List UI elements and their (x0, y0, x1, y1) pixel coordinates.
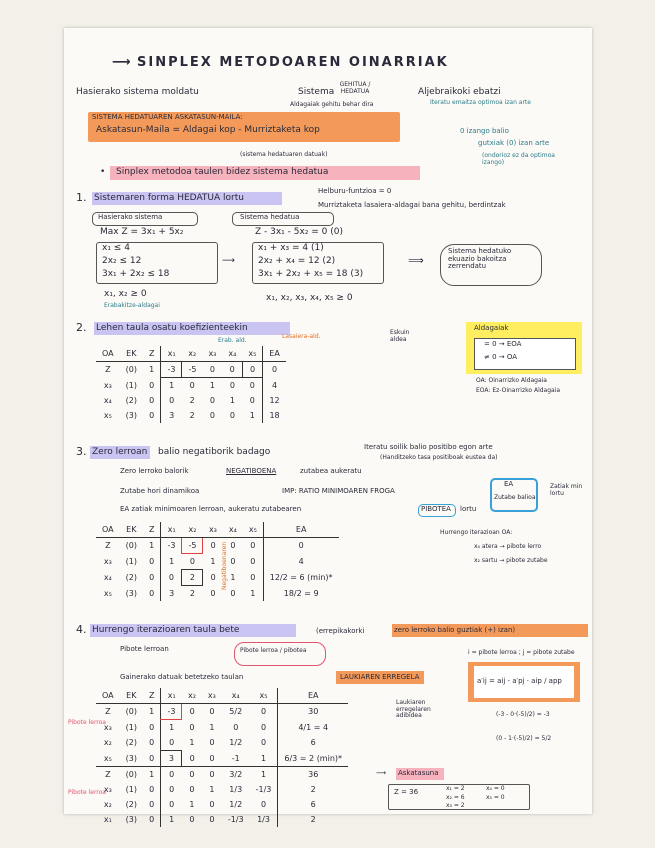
table-row (96, 586, 339, 602)
table-cell: x₄ (103, 573, 112, 582)
s1-cond1: Helburu-funtzioa = 0 (318, 187, 392, 195)
table-cell: 3/2 (229, 770, 243, 779)
table-cell: 0 (260, 738, 267, 748)
s3-r2-a: Zutabe hori dinamikoa (120, 487, 200, 495)
th-ek: EK (120, 522, 143, 538)
ext-system-label: Sistema hedatua (240, 213, 300, 221)
table-cell: 0 (229, 381, 235, 390)
legend-2: ≠ 0 → OA (484, 353, 518, 361)
th-x4: x₄ (222, 346, 242, 362)
table-row (96, 767, 348, 783)
table-cell: 0 (149, 380, 155, 390)
table-row (96, 704, 348, 720)
table-cell: 0 (161, 797, 182, 812)
s3-number: 3. (76, 445, 87, 458)
table-cell: 0 (209, 411, 215, 420)
s2-number: 2. (76, 321, 87, 334)
th-x2: x₂ (182, 346, 202, 362)
sol-x2: x₂ = 6 (446, 794, 465, 801)
table-cell: 0 (263, 538, 338, 554)
th-oa: OA (96, 346, 120, 362)
th-x3: x₃ (203, 522, 223, 538)
sol-x3: x₃ = 2 (446, 802, 465, 809)
constraint-2: 2x₂ ≤ 12 (102, 256, 142, 266)
table-cell: 1 (161, 720, 182, 736)
implies-arrow-icon: ⟹ (408, 254, 424, 267)
table-cell: 1/2 (229, 738, 243, 748)
table-cell: x₁ (103, 815, 112, 824)
table-cell: 1 (149, 365, 155, 375)
pivot-cell: 3 (161, 751, 182, 767)
table-cell: 0 (230, 557, 236, 566)
s3-r3-a: EA zatiak minimoaren lerroan, aukeratu zutabearen (120, 505, 302, 513)
table-cell: 0 (189, 707, 195, 717)
s3-r1-b: NEGATIBOENA (226, 467, 277, 475)
table-cell: x₃ (103, 722, 112, 732)
note-c: (ondorioz ez da optimoa izango) (482, 152, 555, 166)
laukia-formula: a′ij = aij - a′pj · aip / app (477, 677, 562, 685)
note-b: gutxiak (0) izan arte (478, 139, 550, 147)
table-cell: 0 (149, 785, 155, 794)
table-cell: 0 (209, 800, 215, 809)
table-row (96, 408, 286, 423)
sol-z: Z = 36 (394, 788, 419, 796)
table-cell: (3) (125, 411, 137, 420)
arrow-icon: ⟶ (112, 55, 133, 70)
s3-head-sub: (Handitzeko tasa positiboak eustea da) (380, 454, 498, 461)
table-cell: 1 (149, 541, 155, 551)
s3-head-c: Iteratu soilik balio positibo egon arte (364, 443, 493, 451)
table-cell: (2) (125, 738, 137, 748)
s4-r2-a: Gainerako datuak betetzeko taulan (120, 673, 244, 681)
table-header-row (96, 688, 348, 704)
table-cell: 1 (161, 812, 182, 827)
table-cell: (0) (125, 365, 137, 375)
table-row (96, 570, 339, 586)
intro-sub-a: Aldagaiak gehitu behar dira (290, 101, 374, 108)
table-cell: 2 (189, 396, 195, 405)
table-cell: 2 (189, 589, 195, 598)
objective-z-eq: Z - 3x₁ - 5x₂ = 0 (0) (255, 227, 344, 237)
table-cell: 0 (149, 396, 155, 405)
th-x3: x₃ (202, 688, 222, 704)
th-ek: EK (120, 688, 143, 704)
th-z: Z (143, 522, 161, 538)
table-cell: 3 (161, 586, 182, 602)
intro-text-c: GEHITUA / HEDATUA (339, 81, 371, 95)
table-cell: 12 (263, 393, 286, 408)
constraint-3: 3x₁ + 2x₂ ≤ 18 (102, 269, 170, 279)
s2-heading: Lehen taula osatu koefizienteekin (96, 323, 248, 333)
ratio-top: EA (504, 480, 514, 488)
askatasun-box-title: SISTEMA HEDATUAREN ASKATASUN-MAILA: (92, 113, 243, 121)
table-header-row (96, 346, 286, 362)
under-box-note: (sistema hedatuaren datuak) (240, 151, 328, 158)
s4-head-b: (errepikakorki (316, 627, 365, 635)
table-cell: -3 (161, 538, 182, 554)
intro-sub-b: Iteratu emaitza optimoa izan arte (430, 99, 531, 106)
th-ea: EA (263, 522, 338, 538)
table-row (96, 554, 339, 570)
table-cell: 5/2 (229, 707, 243, 717)
s3-head-b: balio negatiborik badago (158, 447, 271, 457)
table-cell: 18 (263, 408, 286, 423)
table-cell: x₅ (103, 588, 112, 598)
table-cell: 0 (229, 411, 235, 420)
table-row (96, 720, 348, 736)
th-z: Z (143, 346, 161, 362)
table-cell: -1/3 (227, 815, 244, 824)
table-cell: 0 (233, 722, 239, 732)
th-x4: x₄ (222, 688, 250, 704)
table-cell: 0 (210, 573, 216, 582)
table-cell: 0 (209, 396, 215, 405)
table-cell: 0 (189, 381, 195, 390)
equation-1: x₁ + x₃ = 4 (1) (258, 243, 324, 253)
askatasun-formula: Askatasun-Maila = Aldagai kop - Murriztaketa kop (96, 125, 320, 135)
next-1: x₄ atera → pibote lerro (474, 543, 542, 550)
table-cell: 0 (260, 707, 267, 717)
pivot-cell: 2 (182, 570, 203, 586)
table-cell: 1 (149, 707, 155, 717)
table-cell: 36 (278, 767, 348, 783)
s4-r1-a: Pibote lerroan (120, 645, 169, 653)
col-hdr-a: Erab. ald. (218, 337, 247, 344)
s3-r3-c: lortu (460, 505, 477, 513)
th-x1: x₁ (161, 688, 182, 704)
th-z: Z (143, 688, 161, 704)
table-cell: 0 (250, 557, 256, 566)
table-cell: 0 (202, 362, 222, 378)
s4-r2-b: LAUKIAREN ERREGELA (340, 673, 420, 681)
table-cell: x₅ (103, 753, 112, 763)
bullet-dot: • (100, 167, 106, 177)
table-iteration-1 (96, 522, 339, 601)
legend-3: OA: Oinarrizko Aldagaia (476, 377, 547, 384)
ratio-right: Zatiak min lortu (550, 483, 583, 497)
table-cell: 2 (278, 812, 348, 827)
table-cell: 0 (149, 815, 155, 824)
arrow-icon: ⟶ (222, 256, 235, 266)
table-cell: x₅ (103, 411, 112, 420)
table-cell: 0 (149, 722, 155, 732)
th-oa: OA (96, 522, 120, 538)
table-cell: 1 (209, 381, 215, 390)
table-cell: 2 (189, 411, 195, 420)
table-cell: 0 (210, 541, 216, 551)
page-title: SINPLEX METODOAREN OINARRIAK (137, 55, 449, 70)
table-cell: 0 (189, 770, 195, 779)
legend-4: EOA: Ez-Oinarrizko Aldagaia (476, 387, 561, 394)
table-cell: x₂ (103, 738, 112, 748)
nonneg-label: Erabakitze-aldagai (104, 302, 160, 309)
calc-2: (0 - 1·(-5)/2) = 5/2 (496, 735, 552, 742)
table-cell: 1 (260, 770, 267, 779)
equation-2: 2x₂ + x₄ = 12 (2) (258, 256, 336, 266)
table-cell: 0 (242, 362, 262, 378)
formula-note: i = pibote lerroa ; j = pibote zutabe (468, 649, 575, 656)
table-cell: (1) (125, 380, 137, 390)
table-cell: (0) (125, 541, 137, 551)
table-cell: (2) (125, 573, 137, 582)
table-cell: 0 (209, 707, 215, 717)
table-cell: 0 (209, 753, 215, 763)
table-cell: 0 (149, 573, 155, 582)
table-cell: 6/3 = 2 (min)* (278, 751, 348, 767)
table-cell: 0 (230, 588, 236, 598)
table-row (96, 797, 348, 812)
col-hdr-c: Eskuin aldea (390, 329, 410, 343)
table-cell: 0 (161, 393, 182, 408)
th-ea: EA (278, 688, 348, 704)
table-cell: 3 (161, 408, 182, 423)
next-title: Hurrengo iterazioan OA: (440, 529, 513, 536)
table-cell: 0 (209, 770, 215, 779)
s3-head-a: Zero lerroan (92, 447, 148, 457)
bubble-text: Sistema hedatuko ekuazio bakoitza zerrendatu (448, 247, 512, 271)
table-cell: -5 (182, 362, 202, 378)
table-cell: 0 (210, 588, 216, 598)
note-a: 0 izango balio (460, 127, 509, 135)
th-x5: x₅ (250, 688, 278, 704)
next-2: x₂ sartu → pibote zutabe (474, 557, 548, 564)
table-cell: 0 (149, 753, 155, 763)
table-cell: 1 (189, 800, 195, 809)
table-cell: Z (105, 541, 111, 551)
calc-1: (-3 - 0·(-5)/2) = -3 (496, 711, 550, 718)
table-cell: 0 (249, 396, 255, 405)
table-cell: 0 (260, 800, 267, 809)
table-cell: 0 (189, 557, 195, 566)
table-cell: 6 (278, 735, 348, 751)
table-row (96, 393, 286, 408)
table-cell: 0 (161, 782, 182, 797)
table-cell: 0 (230, 541, 236, 551)
table-cell: (2) (125, 396, 137, 405)
table-cell: x₃ (103, 557, 112, 566)
table-cell: 0 (149, 411, 155, 420)
table-cell: (1) (125, 785, 137, 794)
side-label-2: Pibote lerroa (68, 789, 106, 796)
table-cell: 1 (149, 770, 155, 779)
table-cell: 0 (250, 541, 256, 551)
table-cell: 0 (260, 722, 267, 732)
sol-x4: x₄ = 0 (486, 785, 505, 792)
table-cell: 4 (263, 378, 286, 394)
table-cell: 18/2 = 9 (263, 586, 338, 602)
table-cell: 0 (250, 573, 256, 582)
table-cell: 0 (209, 815, 215, 824)
table-cell: 1 (189, 738, 195, 748)
table-cell: (3) (125, 588, 137, 598)
table-cell: 0 (189, 785, 195, 794)
sol-x1: x₁ = 2 (446, 785, 465, 792)
table-header-row (96, 522, 339, 538)
th-x2: x₂ (182, 522, 203, 538)
table-cell: 0 (189, 815, 195, 824)
table-cell: -3 (161, 704, 182, 720)
table-cell: 1 (230, 573, 236, 582)
table-cell: Z (105, 707, 111, 717)
bullet-text: Sinplex metodoa taulen bidez sistema hedatua (116, 167, 329, 177)
th-x3: x₃ (202, 346, 222, 362)
table-cell: (3) (125, 753, 137, 763)
table-cell: 1 (260, 753, 267, 763)
table-row (96, 362, 286, 378)
table-cell: 1/3 (229, 785, 243, 794)
table-cell: 0 (149, 800, 155, 809)
all-nonneg: x₁, x₂, x₃, x₄, x₅ ≥ 0 (266, 293, 353, 303)
th-ea: EA (263, 346, 286, 362)
table-cell: x₄ (103, 396, 112, 405)
table-cell: 1 (209, 722, 215, 732)
intro-text-a: Hasierako sistema moldatu (76, 87, 199, 97)
laukia-note: Laukiaren erregelaren adibidea (396, 699, 431, 720)
s3-r3-b: PIBOTEA (421, 505, 451, 513)
s3-r1-a: Zero lerroko balorik (120, 467, 189, 475)
table-cell: x₃ (103, 785, 112, 794)
table-row (96, 538, 339, 554)
table-cell: 1 (161, 378, 182, 394)
s4-r1-b: Pibote lerroa / pibotea (240, 647, 307, 654)
orig-system-label: Hasierako sistema (98, 213, 163, 221)
table-iteration-2 (96, 688, 348, 827)
table-cell: 1 (161, 554, 182, 570)
negatiboena-vertical-label: Negatiboenaren (221, 541, 228, 590)
table-cell: x₂ (103, 800, 112, 809)
s3-r1-c: zutabea aukeratu (300, 467, 362, 475)
table-cell: 0 (189, 753, 195, 763)
s1-heading: Sistemaren forma HEDATUA lortu (94, 193, 244, 203)
table-cell: (1) (125, 722, 137, 732)
table-cell: 0 (249, 381, 255, 390)
nonneg-constraint: x₁, x₂ ≥ 0 (104, 289, 147, 299)
table-cell: 1 (209, 785, 215, 794)
table-cell: x₃ (103, 380, 112, 390)
table-cell: Z (105, 770, 111, 779)
legend-1: = 0 → EOA (484, 340, 522, 348)
sol-x5: x₅ = 0 (486, 794, 505, 801)
th-x2: x₂ (182, 688, 202, 704)
table-cell: 0 (161, 735, 182, 751)
side-label-1: Pibote lerroa (68, 719, 106, 726)
table-initial (96, 346, 286, 423)
table-cell: (2) (125, 800, 137, 809)
table-cell: 4/1 = 4 (278, 720, 348, 736)
table-row (96, 812, 348, 827)
th-x4: x₄ (223, 522, 243, 538)
s1-number: 1. (76, 191, 87, 204)
askatasuna-label: Askatasuna (398, 769, 439, 777)
table-row (96, 735, 348, 751)
th-ek: EK (120, 346, 143, 362)
table-cell: -1/3 (255, 785, 272, 794)
th-x5: x₅ (242, 346, 262, 362)
s4-number: 4. (76, 623, 87, 636)
intro-text-b: Sistema (298, 87, 335, 97)
table-cell: (0) (125, 770, 137, 779)
objective-max: Max Z = 3x₁ + 5x₂ (100, 227, 184, 237)
constraint-1: x₁ ≤ 4 (102, 243, 130, 253)
th-oa: OA (96, 688, 120, 704)
th-x1: x₁ (161, 522, 182, 538)
table-row (96, 378, 286, 394)
s3-r2-b: IMP: RATIO MINIMOAREN FROGA (282, 487, 395, 495)
table-cell: -1 (231, 753, 240, 763)
table-cell: 1/2 (229, 800, 243, 809)
table-cell: 1 (250, 588, 256, 598)
legend-title: Aldagaiak (474, 324, 509, 332)
table-cell: 0 (161, 767, 182, 783)
table-cell: 0 (263, 362, 286, 378)
th-x1: x₁ (161, 346, 182, 362)
table-cell: (3) (125, 815, 137, 824)
table-cell: (1) (125, 557, 137, 566)
table-cell: 0 (222, 362, 242, 378)
s4-head-c: zero lerroko balio guztiak (+) izan) (394, 626, 516, 634)
table-cell: 1 (229, 396, 235, 405)
table-cell: -3 (161, 362, 182, 378)
s1-cond2: Murriztaketa lasaiera-aldagai bana gehitu, berdintzak (318, 201, 506, 209)
table-cell: 30 (278, 704, 348, 720)
table-cell: 0 (149, 738, 155, 748)
ratio-bottom: Zutabe balioa (494, 494, 536, 501)
table-cell: 6 (278, 797, 348, 812)
table-cell: 1 (249, 411, 255, 420)
arrow-icon: ⟶ (376, 769, 387, 777)
table-row (96, 751, 348, 767)
col-hdr-b: Lasaiera-ald. (282, 333, 321, 340)
intro-text-d: Aljebraikoki ebatzi (418, 87, 501, 97)
s4-head-a: Hurrengo iterazioaren taula bete (92, 625, 240, 635)
table-cell: 1 (210, 557, 216, 566)
table-cell: 2 (278, 782, 348, 797)
table-cell: 12/2 = 6 (min)* (263, 570, 338, 586)
table-cell: 1/3 (257, 815, 270, 824)
table-row (96, 782, 348, 797)
table-cell: 0 (149, 557, 155, 566)
th-x5: x₅ (243, 522, 263, 538)
table-cell: 0 (209, 738, 215, 748)
table-cell: 0 (161, 570, 182, 586)
table-cell: 0 (189, 722, 195, 732)
equation-3: 3x₁ + 2x₂ + x₅ = 18 (3) (258, 269, 364, 279)
table-cell: Z (105, 365, 111, 375)
table-cell: (0) (125, 707, 137, 717)
table-cell: 4 (263, 554, 338, 570)
table-cell: 0 (149, 588, 155, 598)
table-cell: -5 (182, 538, 203, 554)
